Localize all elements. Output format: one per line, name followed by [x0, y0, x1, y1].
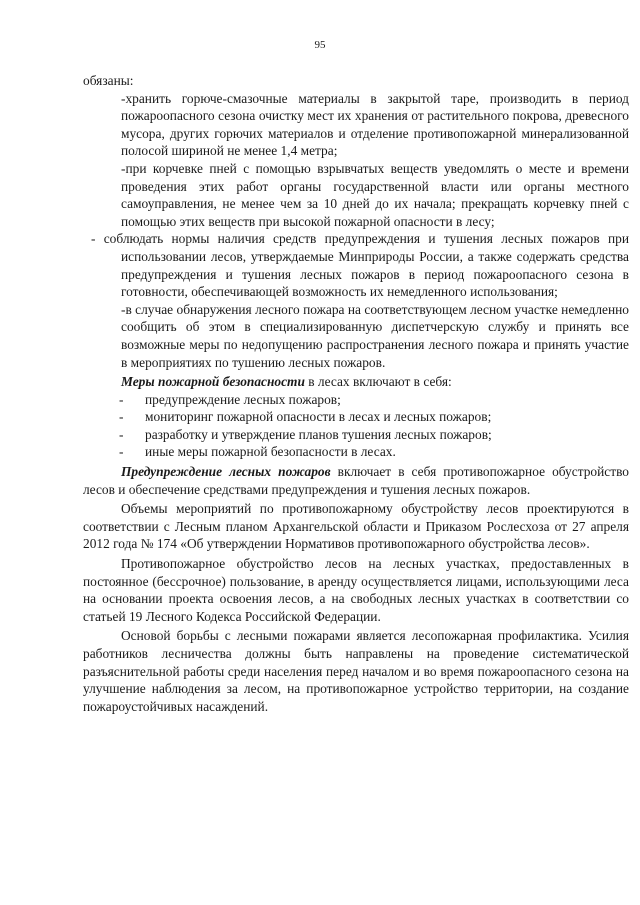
measures-list — [83, 391, 629, 461]
measures-heading-rest: в лесах включают в себя: — [304, 374, 452, 390]
list-item: - мониторинг пожарной опасности в лесах и лесных пожаров; — [119, 409, 492, 425]
paragraph-volumes: Объемы мероприятий по противопожарному обустройству лесов проектируются в соответствии с Лесным планом Архангельской области и Приказом Рослесхоза от 27 апреля 2012 года № 174 «Об утверждении Нормативов противопожарного обустройства лесов». — [83, 501, 629, 552]
page-number: 95 — [314, 39, 326, 51]
paragraph-equipment-norms: - соблюдать нормы наличия средств предупреждения и тушения лесных пожаров при использовании лесов, утверждаемые Минприроды России, а также содержать средства предупреждения и тушения лесных пожаров в период пожароопасного сезона в готовности, обеспечивающей возможность их немедленного использования; — [91, 231, 629, 300]
paragraph-prophylaxis: Основой борьбы с лесными пожарами является лесопожарная профилактика. Усилия работников лесничества должны быть направлены на проведение систематической разъяснительной работы среди населения перед началом и во время пожароопасного сезона на улучшение наблюдения за лесом, на противопожарное устройство территории, на создание пожароустойчивых насаждений. — [83, 628, 629, 714]
list-item: - разработку и утверждение планов тушения лесных пожаров; — [119, 426, 492, 442]
list-item: - предупреждение лесных пожаров; — [119, 391, 341, 407]
paragraph-stump-removal: -при корчевке пней с помощью взрывчатых веществ уведомлять о месте и времени проведения этих работ органы государственной власти или органы местного самоуправления, не менее чем за 10 дней до их начала; прекращать корчевку пней с помощью этих веществ при высокой пожарной опасности в лесу; — [121, 160, 629, 229]
document-body — [83, 72, 629, 715]
paragraph-fire-prevention — [83, 463, 629, 498]
prevention-heading: Предупреждение лесных пожаров — [121, 464, 331, 480]
dash-marker: - — [119, 426, 124, 442]
paragraph-fire-detection: -в случае обнаружения лесного пожара на соответствующем лесном участке немедленно сообщить об этом в специализированную диспетчерскую службу и принять все возможные меры по недопущению распространения лесного пожара и принять участие в мероприятиях по тушению лесных пожаров. — [121, 301, 629, 370]
dash-marker: - — [119, 391, 124, 407]
prevention-heading-rest: включает в себя противопожарное обустройство лесов и обеспечение средствами предупреждения и тушения лесных пожаров. — [83, 464, 629, 497]
dash-marker: - — [119, 444, 124, 460]
paragraph-arrangement: Противопожарное обустройство лесов на лесных участках, предоставленных в постоянное (бессрочное) пользование, в аренду осуществляется лицами, использующими леса на основании проекта освоения лесов, а на свободных лесных участках в соответствии со статьей 19 Лесного Кодекса Российской Федерации. — [83, 556, 629, 624]
dash-marker: - — [119, 409, 124, 425]
measures-heading: Меры пожарной безопасности — [121, 374, 305, 390]
paragraph-intro: обязаны: — [83, 73, 134, 88]
paragraph-fuel-storage: -хранить горюче-смазочные материалы в закрытой таре, производить в период пожароопасного сезона очистку мест их хранения от растительного покрова, древесного мусора, других горючих материалов и отделение противопожарной минерализованной полосой шириной не менее 1,4 метра; — [121, 90, 629, 159]
paragraph-fire-safety-measures — [83, 373, 629, 391]
list-item: - иные меры пожарной безопасности в лесах. — [119, 444, 396, 460]
